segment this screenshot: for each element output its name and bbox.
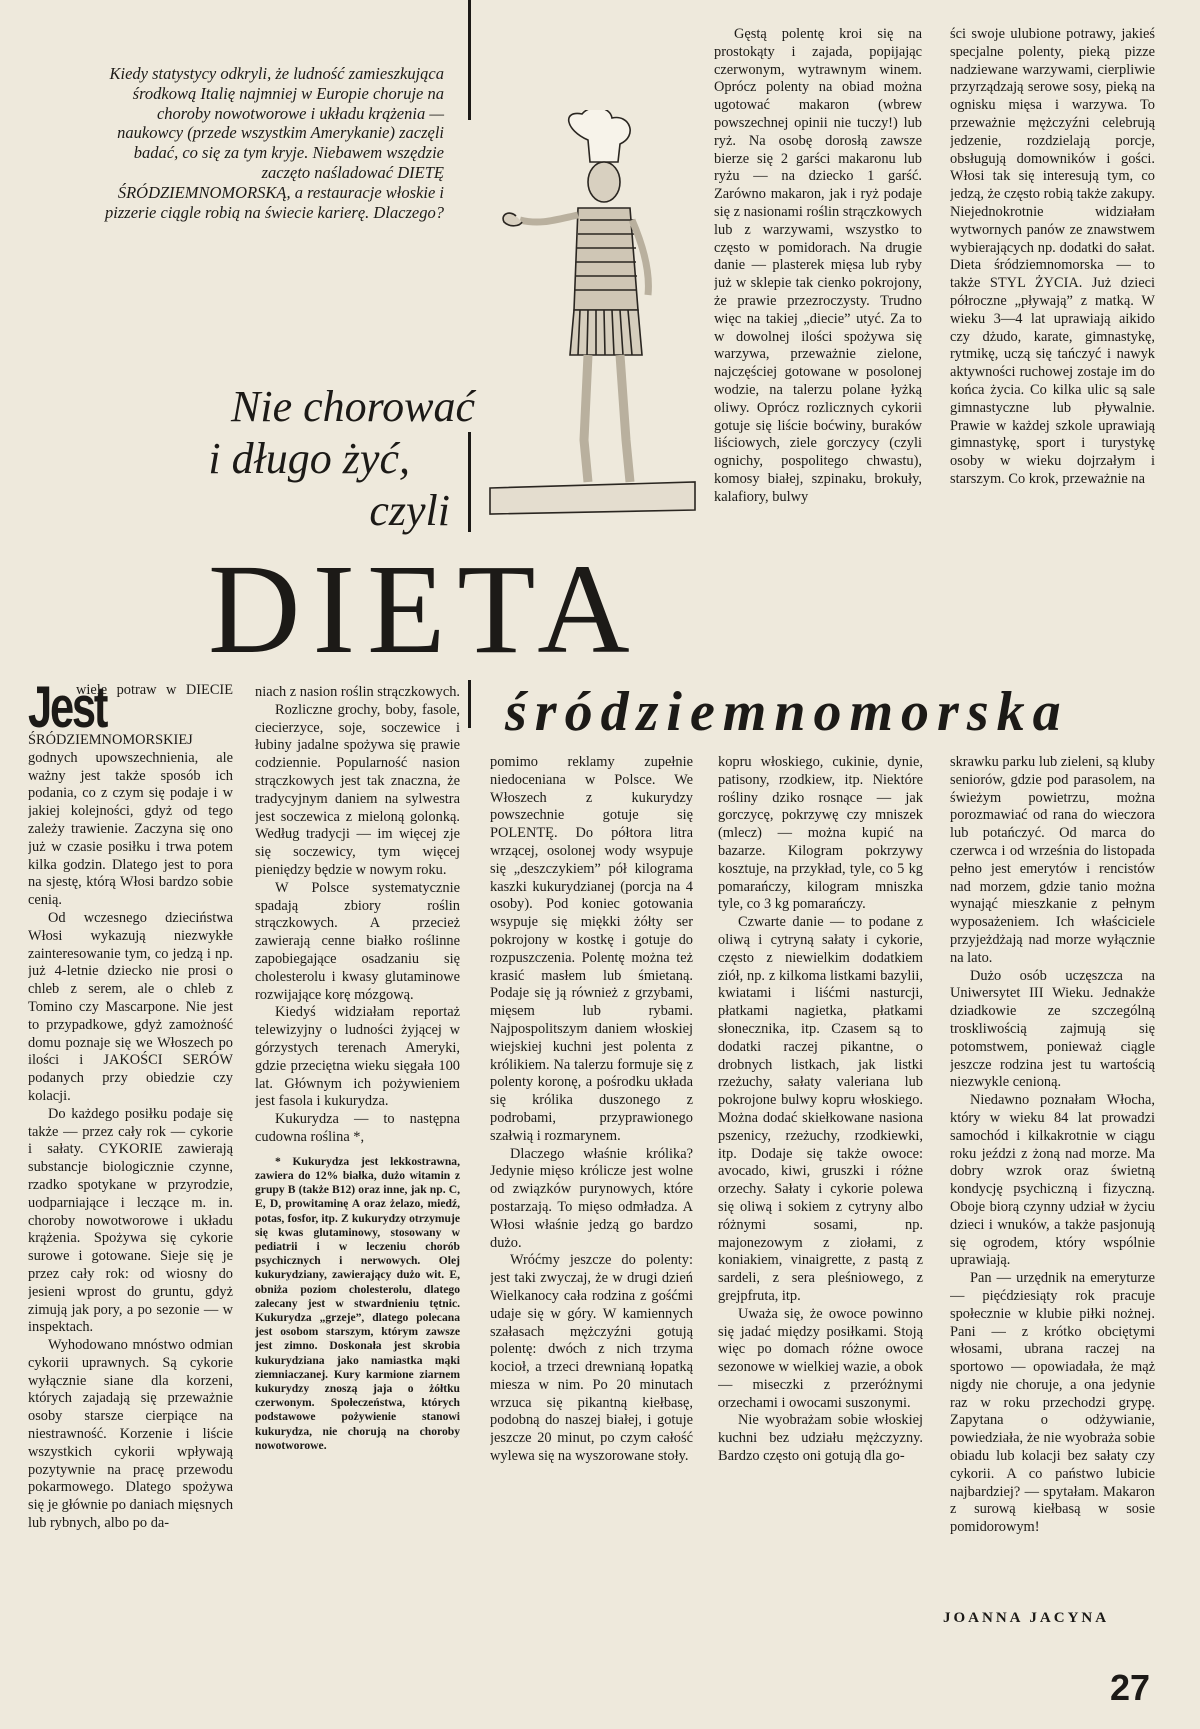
paragraph: kopru włoskiego, cukinie, dynie, patisony, rzodkiew, itp. Niektóre rośliny dziko rosnące — jak gorczycę, pokrzywę czy mniszek (mlecz) — można kupić na bazarze. Kilogram pokrzywy kosztuje, na przykład, tyle, co 5 kg pomarańczy, kilogram mniszka tyle, co 3 kg pomarańczy.	[718, 754, 923, 913]
paragraph: ści swoje ulubione potrawy, jakieś specjalne polenty, pieką pizze nadziewane warzywami, cierpliwie przyrządzają serowe sosy, pieką na ognisku mięsa i warzywa. To przeważnie mężczyźni celebrują jedzenie, rozdzielają porcje, obsługują domowników i gości. Włosi tak się interesują tym, co jedzą, że często robią także zakupy. Niejednokrotnie widziałam wytwornych panów ze znawstwem wybierających np. dodatki do sałat. Dieta śródziemnomorska — to także STYL ŻYCIA. Już dzieci półroczne „pływają” z matką. W wieku 3—4 lat uprawiają aikido czy dżudo, karate, gimnastykę, rytmikę, uczą się tańczyć i nawyk aktywności ruchowej zostaje im do końca życia. Co kilka ulic są sale gimnastyczne lub pływalnie. Prawie w każdej szkole uprawiają gimnastykę, sport i turystykę osoby w wieku dojrzałym i starszym. Co krok, przeważnie na	[950, 26, 1155, 487]
column-4	[718, 754, 923, 1704]
title-line-1: Nie chorować	[231, 382, 475, 431]
statue-illustration	[470, 110, 700, 530]
dropcap: Jest	[28, 682, 107, 740]
page-number: 27	[1109, 1667, 1150, 1708]
footnote: * Kukurydza jest lekkostrawna, zawiera do 12% białka, dużo witamin z grupy B (także B12) oraz inne, jak np. C, E, D, prowitaminę A oraz żelazo, miedź, potas, fosfor, itp. Z kukurydzy otrzymuje się kwas glutaminowy, stosowany w pediatrii i w leczeniu chorób psychicznych i nerwowych. Olej kukurydziany, zawierający dużo wit. E, obniża poziom cholesterolu, dlatego zalecany jest w stwardnieniu tętnic. Kukurydza „grzeje”, dlatego polecana jest osobom starszym, którym zawsze jest zimno. Doskonała jest skrobia kukurydziana jako namiastka mąki ziemniaczanej. Kury karmione ziarnem kukurydzy znoszą jaja o żółtku czerwonym. Społeczeństwa, których podstawowe pożywienie stanowi kukurydza, nie chorują na choroby nowotworowe.	[255, 1154, 460, 1452]
title-line-2: i długo żyć,	[208, 434, 410, 483]
title-dieta: DIETA	[208, 538, 642, 680]
paragraph: Od wczesnego dzieciństwa Włosi wykazują niezwykłe zainteresowanie tym, co jedzą i np. już 4-letnie dziecko nie prosi o chleb z serem, ale o chleb z Tomino czy Mascarpone. Nie jest to przypadkowe, gdyż zamożność domu poznaje się we Włoszech po ilości i JAKOŚCI SERÓW podanych przy obiedzie czy kolacji.	[28, 909, 233, 1104]
paragraph: Gęstą polentę kroi się na prostokąty i zajada, popijając czerwonym, wytrawnym winem. Oprócz polenty na obiad można ugotować makaron (wbrew powszechnej opinii nie tuczy!) lub ryż. Na osobę dorosłą zawsze bierze się 2 garści makaronu lub ryżu — na dziecko 1 garść. Zarówno makaron, jak i ryż podaje się z nasionami roślin strączkowych lub z warzywami, wszystko to często w pomidorach. Na drugie danie — plasterek mięsa lub ryby już w sklepie tak cienko pokrojony, że prawie przezroczysty. Trudno więc na takiej „diecie” utyć. Za to w dowolnej ilości spożywa się warzywa, przeważnie zielone, najczęściej gotowane w posolonej wodzie, na talerzu polane łyżką oliwy. Oprócz rozlicznych cykorii gotuje się liście boćwiny, buraków liściowych, ziele gorczycy (czyli ognichy, pospolitego chwastu), komosy białej, szpinaku, brokuły, kalafiory, bulwy	[714, 26, 922, 505]
paragraph: Do każdego posiłku podaje się także — przez cały rok — cykorie i sałaty. CYKORIE zawierają substancje biologicznie czynne, rzadko spotykane w przyrodzie, uodparniające i leczące m. in. choroby nowotworowe i układu krążenia. Spożywa się cykorie surowe i gotowane. Sieje się je przez cały rok: od wiosny do jesieni wprost do gruntu, gdyż zimują jak pory, a po sezonie — w inspektach.	[28, 1105, 233, 1336]
paragraph: Kukurydza — to następna cudowna roślina *,	[255, 1111, 460, 1145]
author-signature: JOANNA JACYNA	[943, 1610, 1110, 1626]
paragraph: Pan — urzędnik na emeryturze — pięćdziesiąty rok pracuje społecznie w klubie piłki nożnej. Pani — z krótko obciętymi włosami, ubrana raczej na sportowo — opowiadała, że mąż nigdy nie choruje, a ona jedynie raz w roku przechodzi grypę. Zapytana o odżywianie, powiedziała, że nie wyobraża sobie obiadu lub kolacji bez sałaty czy cykorii. A co państwo lubicie najbardziej? — spytałam. Makaron z surową kiełbasą w sosie pomidorowym!	[950, 1270, 1155, 1536]
paragraph: W Polsce systematycznie spadają zbiory roślin strączkowych. A przecież zawierają cenne białko roślinne zapobiegające osadzaniu się cholesterolu i kwasy glutaminowe rozwijające korę mózgową.	[255, 879, 460, 1003]
column-top-1	[714, 26, 922, 666]
paragraph: Niedawno poznałam Włocha, który w wieku 84 lat prowadzi samochód i kilkakrotnie w ciągu roku jeździ z żoną nad morze. Ma dobry wzrok oraz świetną kondycję psychiczną i fizyczną. Oboje biorą czynny udział w życiu dzieci i wnuków, a także pasjonują się ogrodem, który wspólnie uprawiają.	[950, 1092, 1155, 1269]
paragraph: Wyhodowano mnóstwo odmian cykorii uprawnych. Są cykorie wyłącznie siane dla korzeni, których zajadają się przeważnie osoby starsze cierpiące na niestrawność. Korzenie i liście wszystkich cykorii wpływają pozytywnie na pracę przewodu pokarmowego. Dlatego spożywa się je głównie po daniach mięsnych lub rybnych, albo po da-	[28, 1337, 233, 1532]
paragraph: Czwarte danie — to podane z oliwą i cytryną sałaty i cykorie, często z niewielkim dodatkiem ziół, np. z kilkoma listkami bazylii, kwiatami i liśćmi nasturcji, płatkami nagietka, płatkami słonecznika, itp. Czasem są to dodatki raczej pikantne, o drobnych listkach, jak listki rzeżuchy, sałaty valeriana lub pokrojone bulwy kopru włoskiego. Można dodać skiełkowane nasiona pszenicy, rzeżuchy, rzodkiewki, itp. Dodaje się także owoce: avocado, kiwi, gruszki i różne orzechy. Sałaty i cykorie polewa się oliwą i sokiem z cytryny albo różnymi sosami, np. majonezowym z ziołami, z koniakiem, vinaigrette, z pastą z sardeli, z sera pleśniowego, z grejpfruta, itp.	[718, 914, 923, 1304]
paragraph: pomimo reklamy zupełnie niedoceniana w Polsce. We Włoszech z kukurydzy powszechnie gotuje się POLENTĘ. Do półtora litra wrzącej, osolonej wody wsypuje się „deszczykiem” pół kilograma kaszki kukurydzianej (porcja na 4 osoby). Pod koniec gotowania wsypuje się miękki żółty ser pokrojony w kostkę i gotuje do rozpuszczenia. Polentę można też krasić masłem lub śmietaną. Podaje się ją również z grzybami, mięsem lub rybami. Najpospolitszym daniem włoskiej wiejskiej kuchni jest polenta z królikiem. Na talerzu formuje się z polenty koronę, a pośrodku układa się królika duszonego z podrobami, przyprawionego szałwią i rozmarynem.	[490, 754, 693, 1144]
column-top-2	[950, 26, 1155, 666]
title-line-3: czyli	[369, 486, 450, 535]
paragraph: Wróćmy jeszcze do polenty: jest taki zwyczaj, że w drugi dzień Wielkanocy cała rodzina z gośćmi udaje się w góry. W kamiennych szałasach mężczyźni gotują polentę: dwóch z nich trzyma kocioł, a trzeci drewnianą łopatką miesza w nim. Po 20 minutach wrzuca się pikantną kiełbasę, podobną do naszej białej, i gotuje jeszcze 20 minut, po czym całość wylewa się na wyszorowane stoły.	[490, 1252, 693, 1465]
intro-lead: Kiedy statystycy odkryli, że ludność zamieszkująca środkową Italię najmniej w Europie choruje na choroby nowotworowe i układu krążenia — naukowcy (przede wszystkim Amerykanie) zaczęli badać, co się za tym kryje. Niebawem wszędzie zaczęto naśladować DIETĘ ŚRÓDZIEMNOMORSKĄ, a restauracje włoskie i pizzerie ciągle robią na świecie karierę. Dlaczego?	[105, 64, 444, 222]
paragraph: Nie wyobrażam sobie włoskiej kuchni bez udziału mężczyzny. Bardzo często oni gotują dla go-	[718, 1412, 923, 1465]
title-subtitle: śródziemnomorska	[505, 681, 1069, 743]
paragraph: Rozliczne grochy, boby, fasole, ciecierzyce, soje, soczewice i łubiny jadalne spożywa się prawie codziennie. Popularność nasion strączkowych jest tak znaczna, że tradycyjnym daniem na sylwestra jest soczewica z mieloną golonką. Według tradycji — im więcej zje się soczewicy, tym więcej pieniędzy będzie w nowym roku.	[255, 701, 460, 878]
paragraph-with-dropcap: Jest wiele potraw w DIECIE ŚRÓDZIEMNOMORSKIEJ godnych upowszechnienia, ale ważny jest także sposób ich podania, co z czym się podaje i w jakiej kolejności, gdyż od tego zależy trawienie. Zaczyna się ono już w czasie posiłku i trwa potem kilka godzin. Dlatego jest to pora na sjestę, którą Włosi bardzo sobie cenią.	[28, 682, 233, 909]
paragraph: Kiedyś widziałam reportaż telewizyjny o ludności żyjącej w górzystych terenach Ameryki, gdzie przeciętna wieku sięgała 100 lat. Głównym ich pożywieniem jest fasola i kukurydza.	[255, 1004, 460, 1110]
paragraph: niach z nasion roślin strączkowych.	[255, 684, 460, 700]
paragraph: Dlaczego właśnie królika? Jedynie mięso królicze jest wolne od związków purynowych, które postarzają. To mięso odmładza. A Włosi właśnie jedzą go bardzo dużo.	[490, 1145, 693, 1251]
mid-rule	[468, 680, 471, 728]
paragraph: Uważa się, że owoce powinno się jadać między posiłkami. Stoją więc po domach różne owoce sezonowe w wielkiej wazie, a obok — miseczki z przeróżnymi orzechami i owocami suszonymi.	[718, 1305, 923, 1411]
paragraph: skrawku parku lub zieleni, są kluby seniorów, gdzie pod parasolem, na świeżym powietrzu, można porozmawiać od rana do wieczora lub potańczyć. Od marca do czerwca i od września do listopada pełno jest emerytów i rencistów nad morzem, gdzie tanio można wynająć mieszkanie z pełnym wyposażeniem. Ich właściciele przyjeżdżają nad morze wyłącznie na lato.	[950, 754, 1155, 966]
column-1	[28, 682, 233, 1702]
column-3	[490, 754, 693, 1704]
column-5	[950, 754, 1155, 1654]
column-2	[255, 684, 460, 1704]
title-rule	[468, 0, 471, 120]
paragraph: Dużo osób uczęszcza na Uniwersytet III Wieku. Jednakże dziadkowie ze szczególną troskliwością zajmują się potomstwem, ponieważ ciągle jeszcze rodzina jest tu wartością niezwykle cenioną.	[950, 967, 1155, 1091]
